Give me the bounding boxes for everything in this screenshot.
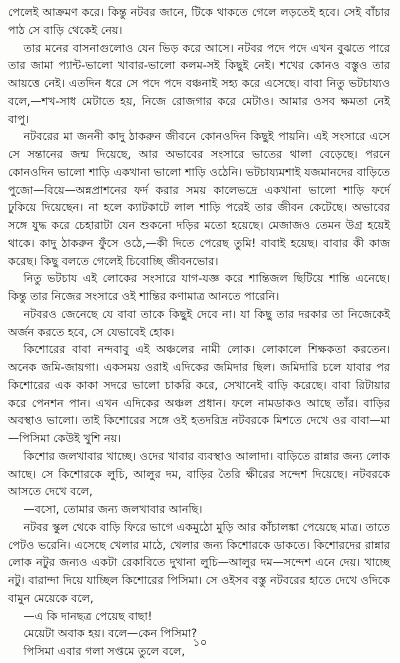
dialogue-line: মেয়েটা অবাক হয়। বলে—কেন পিসিমা? <box>23 627 197 641</box>
paragraph: পিসিমা এবার গলা সপ্তমে তুলে বলে, <box>23 645 185 658</box>
paragraph: নটবরও জেনেছে যে বাবা তাকে কিছুই দেবে না। যা কিছু তার দরকার তা নিজেকেই অর্জন করতে হবে, সে যেভাবেই হোক। <box>8 307 394 339</box>
paragraph: নিতু ভটচায এই লোকের সংসারে যাগ-যজ্ঞ করে শান্তিজল ছিটিয়ে শান্তি এনেছে। কিন্তু তার নিজের সংসারে ওই শান্তির কণামাত্র আনতে পারেনি। <box>8 272 394 303</box>
paragraph: নটবরের মা জননী কাদু ঠাকরুন জীবনে কোনওদিন কিছুই পায়নি। এই সংসারে এসে সে সন্তানের জন্ম দিয়েছে, আর অভাবের সংসারে ভাতের থালা বেড়েছে। পরনে কোনওদিন ভালো শাড়ি একখানা ভালো শাড়ি ওঠেনি। ভটচায্যমশাই যজমানদের বাড়িতে পুজো—বিয়ে—অন্নপ্রাশনের ফর্দ করার সময় কালেভদ্রে একখানা ভালো শাড়ি ফর্দে ঢুকিয়ে দিয়েছেন। না হলে ক্যাটকাটে লাল শাড়ি পরেই তার জীবন কেটেছে। অভাবের সঙ্গে যুদ্ধ করে চেহারাটা যেন শুকনো দড়ির মতো হয়েছে। মেজাজও তেমন উগ্র হয়েই থাকে। কাদু ঠাকরুন ফুঁসে ওঠে,—কী দিতে পেরেছ তুমি! বাবাই হয়েছ। বাবার কী কাজ করেছ। কিছু বলতে গেলেই চিবোচ্ছি জীবনভোর। <box>8 130 394 268</box>
paragraph: তার মনের বাসনাগুলোও যেন ভিড় করে আসে। নটবর পদে পদে এখন বুঝতে পারে তার জামা প্যান্ট-ভালো খাবার-ভালো কলম-সই কিছুই নেই। শখের কোনও বস্তুও তার আয়ত্তে নেই। এতদিন ধরে সে পদে পদে বঞ্চনাই সহ্য করে এসেছে। বাবা নিতু ভটচায্যও বলে,—শখ-সাধ মেটাতে হয়, নিজে রোজগার করে মেটাও। আমার ওসব ক্ষমতা নেই বাপু। <box>8 41 394 126</box>
paragraph: পেলেই আক্রমণ করে। কিন্তু নটবর জানে, টিকে থাকতে গেলে লড়তেই হবে। সেই বাঁচার পাঠ সে বাড়ি থেকেই নেয়। <box>8 6 394 37</box>
page-body <box>8 4 394 661</box>
paragraph: কিশোর জলখাবার খাচ্ছে। ওদের খাবার ব্যবস্থাও আলাদা। বাড়িতে রান্নার জন্য লোক আছে। সে কিশোরকে লুচি, আলুর দম, বাড়ির তৈরি ক্ষীরের সন্দেশ দিয়েছে। নটবরকে আসতে দেখে বলে, <box>8 449 394 499</box>
paragraph: নটবর স্কুল থেকে বাড়ি ফিরে ভাগে একমুঠো মুড়ি আর কাঁচালঙ্কা পেয়েছে মাত্র। তাতে পেটও ভরেনি। এসেছে খেলার মাঠে, খেলার জন্য কিশোরকে ডাকতে। কিশোরদের রান্নার লোক নটুর জন্যও একটা রেকাবিতে দুখানা লুচি—আলুর দম—সন্দেশ এনে দেয়। খাচ্ছে নটু। বারান্দা দিয়ে যাচ্ছিল কিশোরের পিসিমা। সে ওইসব বস্তু নটবরের হাতে দেখে ওদিকে বামুন মেয়েকে বলে, <box>8 520 394 605</box>
dialogue-line: —বসো, তোমার জন্য জলখাবার আনছি। <box>23 503 203 516</box>
dialogue-line: —এ কি দানছত্র পেয়েছ বাছা! <box>23 609 153 623</box>
page-number: ১০ <box>192 636 208 649</box>
paragraph: কিশোরের বাবা নন্দবাবু এই অঞ্চলের নামী লোক। লোকালে শিক্ষকতা করতেন। অনেক জমি-জায়গা। একসময় ওরাই এদিকের জমিদার ছিল। জমিদারি চলে যাবার পর কিশোরের এক কাকা সদরে ভালো চাকরি করে, সেখানেই বাড়ি করেছে। বাবা রিটায়ার করে পেনশন পান। এখন এদিকের অঞ্চল প্রধান। ফলে নামডাকও আছে তাঁর। বাড়ির অবস্থাও ভালো। তাই কিশোরের সঙ্গে ওই হতদরিদ্র নটবরকে মিশতে দেখে ওর বাবা—মা—পিসিমা কেউই খুশি নয়। <box>8 343 394 445</box>
